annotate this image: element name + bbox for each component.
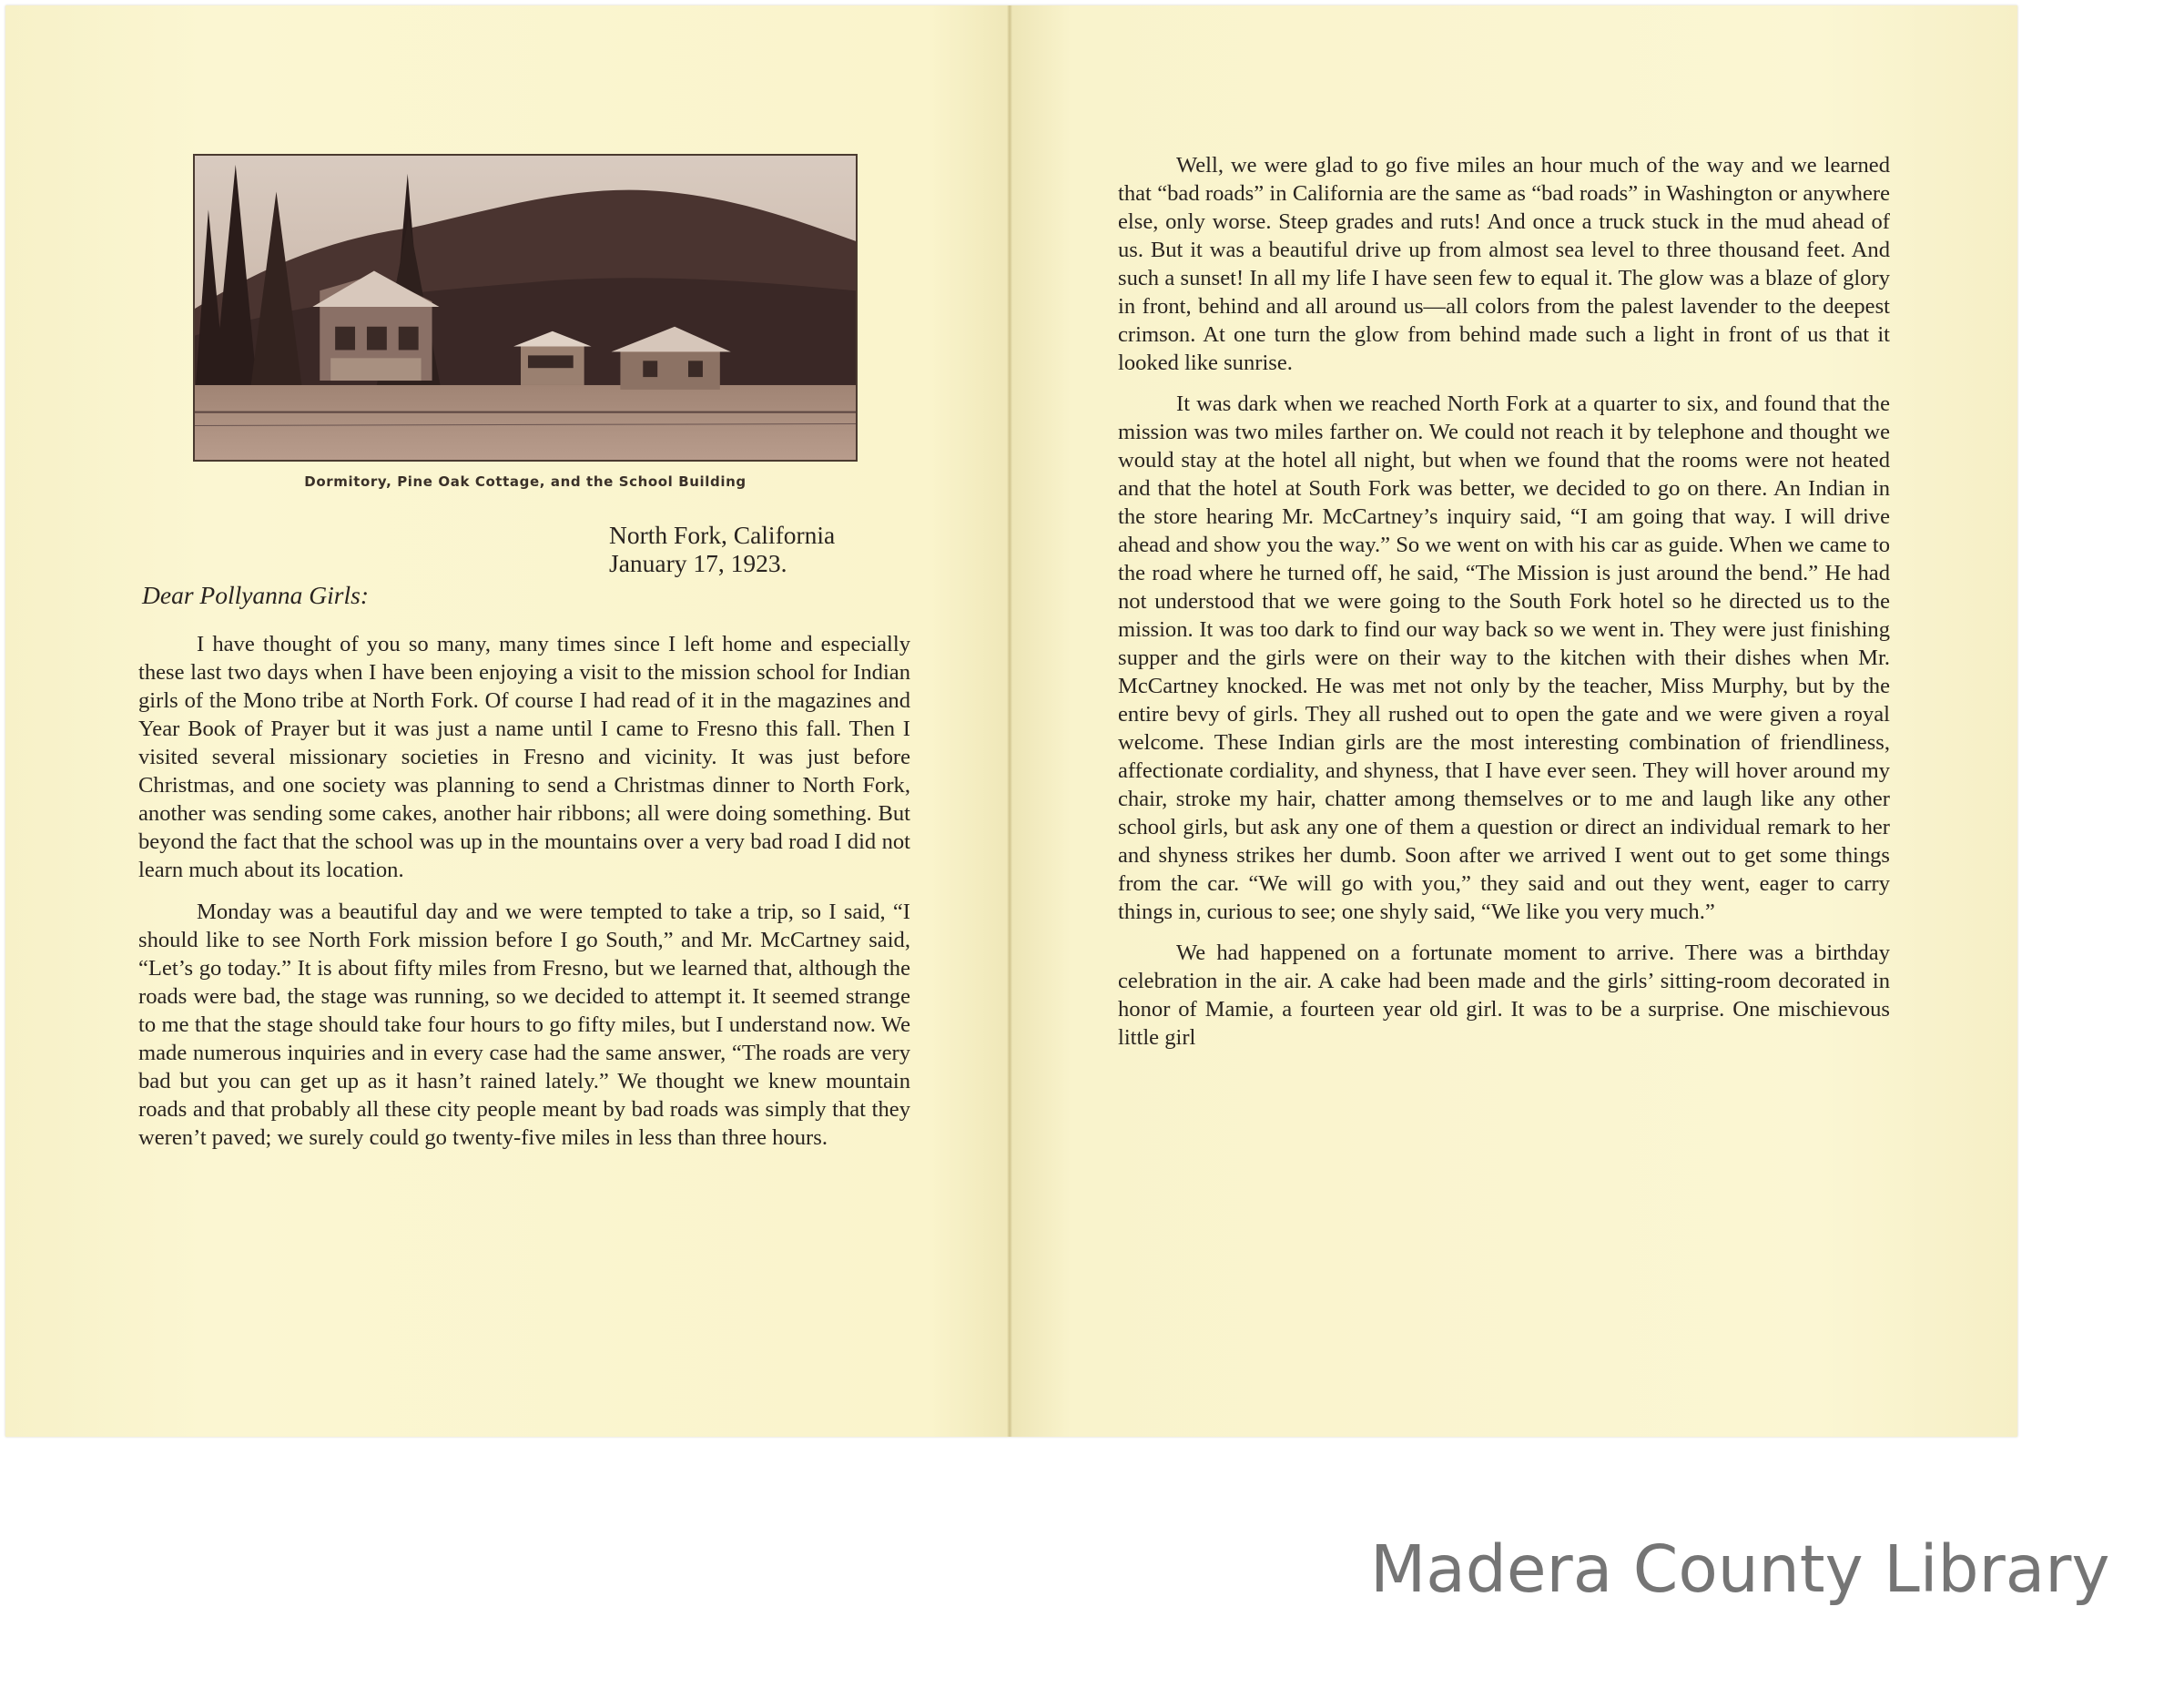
- paragraph: We had happened on a fortunate moment to arrive. There was a birthday celebration in the air. A cake had been made and the girls’ sitting-room decorated in honor of Mamie, a fourteen year old girl. It was to be a surprise. One mischievous little girl: [1118, 941, 1890, 1050]
- paragraph: Well, we were glad to go five miles an hour much of the way and we learned that “bad roads” in California are the same as “bad roads” in Washington or anywhere else, only worse. Steep grades and ruts! And once a truck stuck in the mud ahead of us. But it was a beautiful drive up from almost sea level to three thousand feet. And such a sunset! In all my life I have seen few to equal it. The glow was a blaze of glory in front, behind and all around us—all colors from the palest lavender to the deepest crimson. At one turn the glow from behind made such a light in front of us that it looked like sunrise.: [1118, 153, 1890, 375]
- photo-caption: Dormitory, Pine Oak Cottage, and the School Building: [304, 473, 747, 490]
- right-text-column: [1118, 151, 1890, 1064]
- library-watermark: Madera County Library: [1370, 1531, 2110, 1607]
- letter-place: North Fork, California: [609, 521, 836, 549]
- school-photo: [193, 154, 858, 462]
- paragraph: I have thought of you so many, many times since I left home and especially these last two days when I have been enjoying a visit to the mission school for Indian girls of the Mono tribe at North Fork. Of course I had read of it in the magazines and Year Book of Prayer but it was just a name until I came to Fresno this fall. Then I visited several missionary societies in Fresno and vicinity. It was just before Christmas, and one society was planning to send a Christmas dinner to North Fork, another was sending some cakes, another hair ribbons; all were doing something. But beyond the fact that the school was up in the mountains over a very bad road I did not learn much about its location.: [138, 632, 910, 882]
- booklet-spread: [5, 5, 2017, 1437]
- paragraph: It was dark when we reached North Fork at a quarter to six, and found that the mission was two miles farther on. We could not reach it by telephone and thought we would stay at the hotel all night, but when we found that the rooms were not heated and that the hotel at South Fork was better, we decided to go on there. An Indian in the store hearing Mr. McCartney’s inquiry said, “I am going that way. I will drive ahead and show you the way.” So we went on with his car as guide. When we came to the road where he turned off, he said, “The Mission is just around the bend.” He had not understood that we were going to the South Fork hotel so he directed us to the mission. It was too dark to find our way back so we went in. They were just finishing supper and the girls were on their way to the kitchen with their dishes when Mr. McCartney knocked. He was met not only by the teacher, Miss Murphy, but by the entire bevy of girls. They all rushed out to open the gate and we were given a royal welcome. These Indian girls are the most interesting combination of friendliness, affectionate cordiality, and shyness, that I have ever seen. They will hover around my chair, stroke my hair, chatter among themselves or to me and laugh like any other school girls, but ask any one of them a question or direct an individual remark to her and shyness strikes her dumb. Soon after we arrived I went out to get some things from the car. “We will go with you,” they said and out they went, eager to carry things in, curious to see; one shyly said, “We like you very much.”: [1118, 391, 1890, 924]
- paragraph: Monday was a beautiful day and we were tempted to take a trip, so I said, “I should like to see North Fork mission before I go South,” and Mr. McCartney said, “Let’s go today.” It is about fifty miles from Fresno, but we learned that, although the roads were bad, the stage was running, so we decided to attempt it. It seemed strange to me that the stage should take four hours to go fifty miles, but I understand now. We made numerous inquiries and in every case had the same answer, “The roads are very bad but you can get up as it hasn’t rained lately.” We thought we knew mountain roads and that probably all these city people meant by bad roads was simply that they weren’t paved; we surely could go twenty-five miles in less than three hours.: [138, 900, 910, 1150]
- left-text-column: [138, 630, 910, 1165]
- school-photo-image: [195, 156, 856, 460]
- letter-salutation: Dear Pollyanna Girls:: [142, 581, 370, 609]
- letter-date: January 17, 1923.: [609, 549, 787, 577]
- letter-dateline: [609, 521, 835, 577]
- left-page: [5, 5, 1011, 1437]
- page-gutter: [1007, 5, 1012, 1437]
